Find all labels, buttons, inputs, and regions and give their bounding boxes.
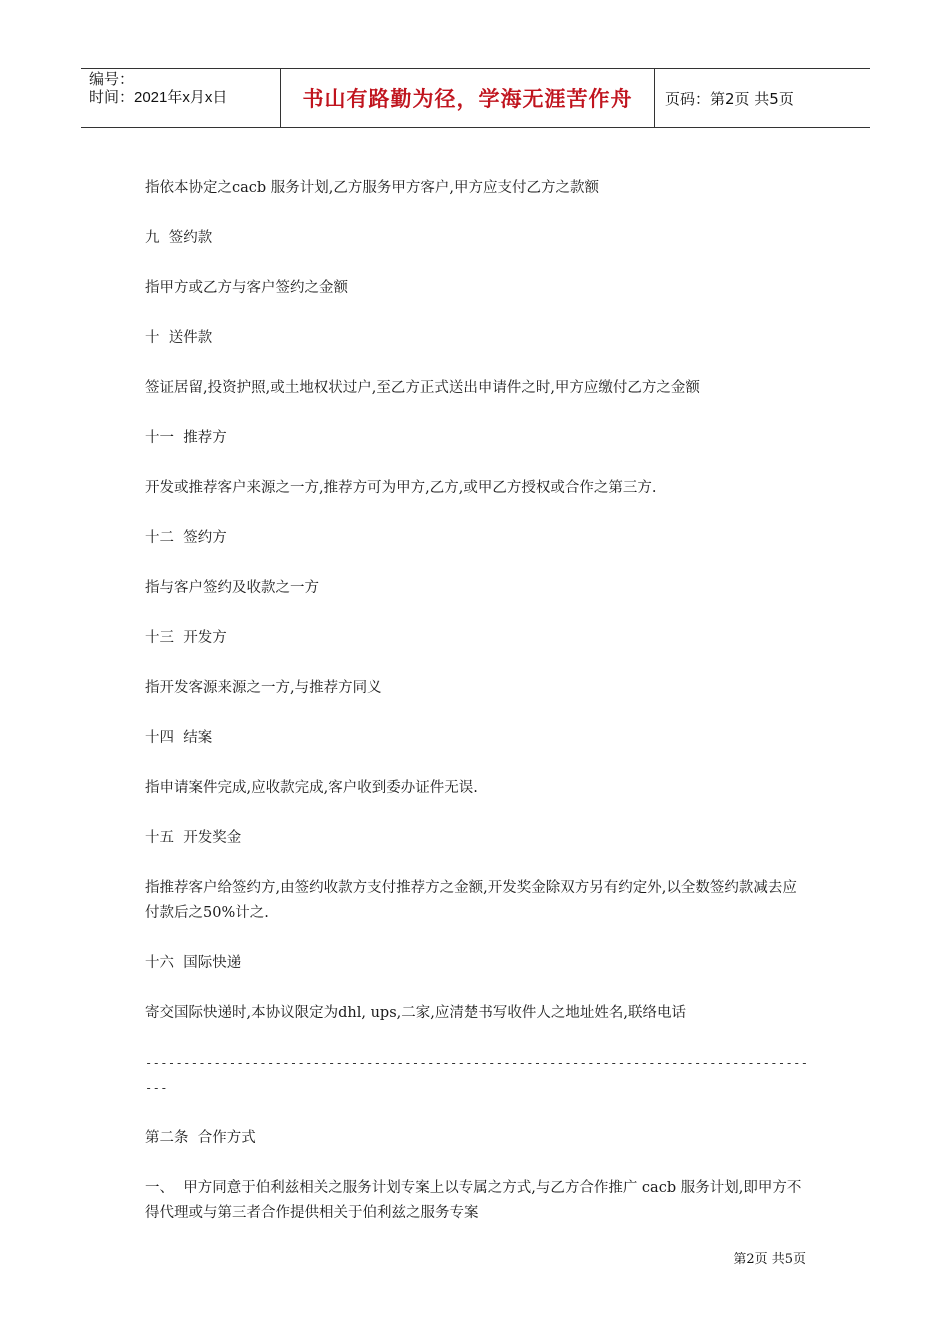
paragraph: 指申请案件完成,应收款完成,客户收到委办证件无误.	[145, 780, 478, 796]
serial-number-label: 编号：	[89, 71, 135, 88]
header-motto: 书山有路勤为径，学海无涯苦作舟	[281, 69, 655, 127]
paragraph: 开发或推荐客户来源之一方,推荐方可为甲方,乙方,或甲乙方授权或合作之第三方.	[145, 480, 657, 496]
article-heading: 第二条 合作方式	[145, 1130, 256, 1146]
paragraph: 指推荐客户给签约方,由签约收款方支付推荐方之金额,开发奖金除双方另有约定外,以全数签约款减去应付款后之50%计之.	[145, 880, 797, 921]
paragraph: 指依本协定之cacb 服务计划,乙方服务甲方客户,甲方应支付乙方之款额	[145, 180, 599, 196]
section-heading: 十三 开发方	[145, 630, 227, 646]
section-heading: 九 签约款	[145, 230, 213, 246]
dashed-divider: ------------------------------------------------------------------------------------------	[145, 1056, 809, 1095]
date-label: 时间：2021年x月x日	[89, 89, 228, 106]
paragraph: 签证居留,投资护照,或土地权状过户,至乙方正式送出申请件之时,甲方应缴付乙方之金额	[145, 380, 700, 396]
paragraph: 指开发客源来源之一方,与推荐方同义	[145, 680, 382, 696]
paragraph: 指甲方或乙方与客户签约之金额	[145, 280, 348, 296]
section-heading: 十五 开发奖金	[145, 830, 242, 846]
section-heading: 十二 签约方	[145, 530, 227, 546]
paragraph: 指与客户签约及收款之一方	[145, 580, 319, 596]
section-heading: 十 送件款	[145, 330, 213, 346]
paragraph: 一、 甲方同意于伯利兹相关之服务计划专案上以专属之方式,与乙方合作推广 cacb 服务计划,即甲方不得代理或与第三者合作提供相关于伯利兹之服务专案	[145, 1180, 802, 1221]
header-meta	[81, 69, 281, 127]
document-body	[145, 176, 810, 1251]
section-heading: 十一 推荐方	[145, 430, 227, 446]
header-page-number: 页码：第2页 共5页	[665, 89, 794, 108]
section-heading: 十六 国际快递	[145, 955, 242, 971]
section-heading: 十四 结案	[145, 730, 213, 746]
document-header	[81, 68, 870, 128]
page-footer: 第2页 共5页	[733, 1252, 806, 1267]
paragraph: 寄交国际快递时,本协议限定为dhl, ups,二家,应清楚书写收件人之地址姓名,联络电话	[145, 1005, 686, 1021]
